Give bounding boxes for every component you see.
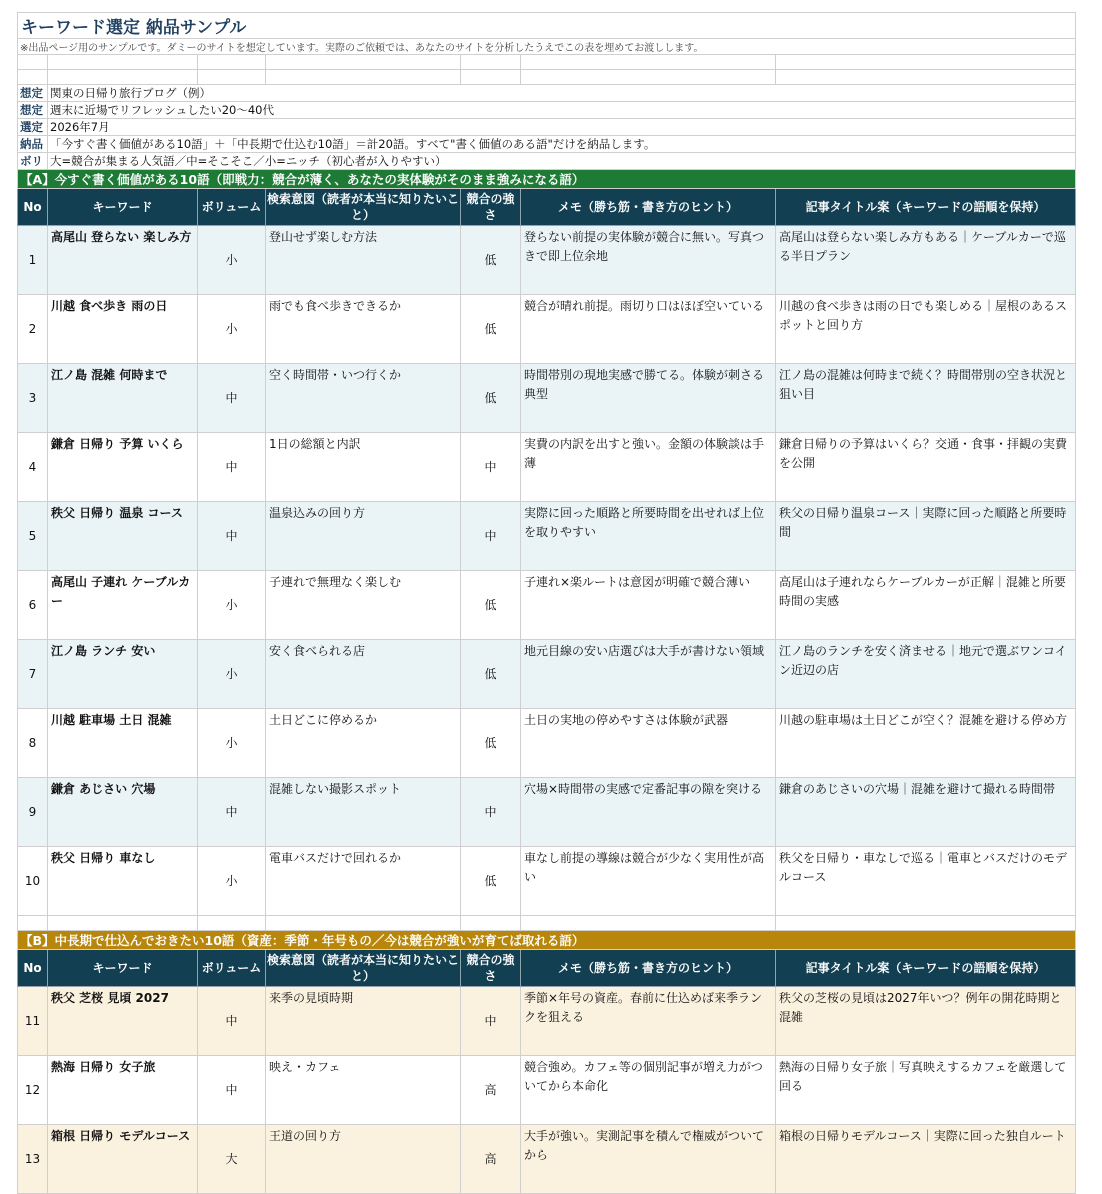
- cell-memo: 土日の実地の停めやすさは体験が武器: [521, 709, 776, 778]
- cell-keyword: 川越 食べ歩き 雨の日: [48, 295, 198, 364]
- cell-memo: 競合が晴れ前提。雨切り口はほぼ空いている: [521, 295, 776, 364]
- table-row: [18, 778, 1076, 847]
- meta-value: 関東の日帰り旅行ブログ（例）: [48, 85, 1076, 102]
- cell-intent: 温泉込みの回り方: [266, 502, 461, 571]
- column-header-memo: メモ（勝ち筋・書き方のヒント）: [521, 950, 776, 987]
- cell-keyword: 熱海 日帰り 女子旅: [48, 1056, 198, 1125]
- cell-competition: 低: [461, 847, 521, 916]
- meta-value: 大=競合が集まる人気語／中=そこそこ／小=ニッチ（初心者が入りやすい）: [48, 153, 1076, 170]
- meta-row: [18, 119, 1076, 136]
- table-row: [18, 640, 1076, 709]
- cell-memo: 季節×年号の資産。春前に仕込めば来季ランクを狙える: [521, 987, 776, 1056]
- cell-competition: 低: [461, 709, 521, 778]
- meta-label: 想定: [18, 85, 48, 102]
- cell-title-idea: 秩父の日帰り温泉コース｜実際に回った順路と所要時間: [776, 502, 1076, 571]
- cell-competition: 中: [461, 433, 521, 502]
- cell-no: 5: [18, 502, 48, 571]
- cell-keyword: 江ノ島 混雑 何時まで: [48, 364, 198, 433]
- cell-competition: 低: [461, 226, 521, 295]
- blank-row: [18, 70, 1076, 85]
- cell-keyword: 箱根 日帰り モデルコース: [48, 1125, 198, 1194]
- keyword-table: [17, 12, 1076, 1194]
- cell-volume: 大: [198, 1125, 266, 1194]
- table-row: [18, 433, 1076, 502]
- meta-value: 「今すぐ書く価値がある10語」＋「中長期で仕込む10語」＝計20語。すべて"書く価値のある語"だけを納品します。: [48, 136, 1076, 153]
- column-header-no: No: [18, 950, 48, 987]
- cell-intent: 安く食べられる店: [266, 640, 461, 709]
- column-header-competition: 競合の強さ: [461, 189, 521, 226]
- sample-note: ※出品ページ用のサンプルです。ダミーのサイトを想定しています。実際のご依頼では、あなたのサイトを分析したうえでこの表を埋めてお渡しします。: [18, 39, 1076, 55]
- table-row: [18, 571, 1076, 640]
- cell-volume: 中: [198, 433, 266, 502]
- cell-intent: 1日の総額と内訳: [266, 433, 461, 502]
- cell-no: 4: [18, 433, 48, 502]
- column-header-memo: メモ（勝ち筋・書き方のヒント）: [521, 189, 776, 226]
- meta-row: [18, 85, 1076, 102]
- cell-title-idea: 秩父の芝桜の見頃は2027年いつ？例年の開花時期と混雑: [776, 987, 1076, 1056]
- page-title: キーワード選定 納品サンプル: [18, 13, 1076, 39]
- meta-label: ボリ: [18, 153, 48, 170]
- cell-title-idea: 高尾山は登らない楽しみ方もある｜ケーブルカーで巡る半日プラン: [776, 226, 1076, 295]
- cell-memo: 時間帯別の現地実感で勝てる。体験が刺さる典型: [521, 364, 776, 433]
- cell-keyword: 秩父 日帰り 車なし: [48, 847, 198, 916]
- cell-keyword: 江ノ島 ランチ 安い: [48, 640, 198, 709]
- cell-volume: 中: [198, 1056, 266, 1125]
- cell-keyword: 川越 駐車場 土日 混雑: [48, 709, 198, 778]
- meta-value: 2026年7月: [48, 119, 1076, 136]
- cell-title-idea: 江ノ島の混雑は何時まで続く？時間帯別の空き状況と狙い目: [776, 364, 1076, 433]
- cell-title-idea: 高尾山は子連れならケーブルカーが正解｜混雑と所要時間の実感: [776, 571, 1076, 640]
- column-header-title-idea: 記事タイトル案（キーワードの語順を保持）: [776, 950, 1076, 987]
- column-header-competition: 競合の強さ: [461, 950, 521, 987]
- section-title: 【B】中長期で仕込んでおきたい10語（資産：季節・年号もの／今は競合が強いが育てば取れる語）: [18, 931, 1076, 950]
- cell-intent: 雨でも食べ歩きできるか: [266, 295, 461, 364]
- cell-competition: 低: [461, 364, 521, 433]
- cell-title-idea: 江ノ島のランチを安く済ませる｜地元で選ぶワンコイン近辺の店: [776, 640, 1076, 709]
- cell-intent: 空く時間帯・いつ行くか: [266, 364, 461, 433]
- section-title: 【A】今すぐ書く価値がある10語（即戦力：競合が薄く、あなたの実体験がそのまま強みになる語）: [18, 170, 1076, 189]
- cell-intent: 来季の見頃時期: [266, 987, 461, 1056]
- table-row: [18, 709, 1076, 778]
- cell-title-idea: 秩父を日帰り・車なしで巡る｜電車とバスだけのモデルコース: [776, 847, 1076, 916]
- cell-no: 1: [18, 226, 48, 295]
- cell-title-idea: 箱根の日帰りモデルコース｜実際に回った独自ルート: [776, 1125, 1076, 1194]
- meta-label: 想定: [18, 102, 48, 119]
- cell-memo: 実費の内訳を出すと強い。金額の体験談は手薄: [521, 433, 776, 502]
- meta-row: [18, 136, 1076, 153]
- cell-competition: 中: [461, 502, 521, 571]
- cell-title-idea: 川越の食べ歩きは雨の日でも楽しめる｜屋根のあるスポットと回り方: [776, 295, 1076, 364]
- cell-keyword: 秩父 芝桜 見頃 2027: [48, 987, 198, 1056]
- cell-title-idea: 鎌倉日帰りの予算はいくら？交通・食事・拝観の実費を公開: [776, 433, 1076, 502]
- cell-memo: 実際に回った順路と所要時間を出せれば上位を取りやすい: [521, 502, 776, 571]
- cell-competition: 低: [461, 571, 521, 640]
- column-header-keyword: キーワード: [48, 950, 198, 987]
- cell-memo: 穴場×時間帯の実感で定番記事の隙を突ける: [521, 778, 776, 847]
- column-header-no: No: [18, 189, 48, 226]
- meta-label: 選定: [18, 119, 48, 136]
- cell-volume: 小: [198, 226, 266, 295]
- table-row: [18, 502, 1076, 571]
- cell-memo: 車なし前提の導線は競合が少なく実用性が高い: [521, 847, 776, 916]
- column-header-volume: ボリューム: [198, 189, 266, 226]
- spreadsheet: [17, 12, 1075, 1194]
- cell-competition: 中: [461, 778, 521, 847]
- cell-volume: 小: [198, 571, 266, 640]
- cell-competition: 中: [461, 987, 521, 1056]
- column-header-title-idea: 記事タイトル案（キーワードの語順を保持）: [776, 189, 1076, 226]
- cell-volume: 中: [198, 502, 266, 571]
- cell-intent: 映え・カフェ: [266, 1056, 461, 1125]
- cell-volume: 小: [198, 295, 266, 364]
- cell-no: 3: [18, 364, 48, 433]
- cell-no: 12: [18, 1056, 48, 1125]
- cell-title-idea: 鎌倉のあじさいの穴場｜混雑を避けて撮れる時間帯: [776, 778, 1076, 847]
- cell-intent: 登山せず楽しむ方法: [266, 226, 461, 295]
- cell-keyword: 高尾山 子連れ ケーブルカー: [48, 571, 198, 640]
- cell-keyword: 秩父 日帰り 温泉 コース: [48, 502, 198, 571]
- table-row: [18, 987, 1076, 1056]
- column-header-intent: 検索意図（読者が本当に知りたいこと）: [266, 189, 461, 226]
- cell-competition: 低: [461, 640, 521, 709]
- blank-row: [18, 916, 1076, 931]
- cell-memo: 地元目線の安い店選びは大手が書けない領域: [521, 640, 776, 709]
- cell-competition: 低: [461, 295, 521, 364]
- cell-competition: 高: [461, 1125, 521, 1194]
- meta-row: [18, 153, 1076, 170]
- column-header-row: [18, 950, 1076, 987]
- cell-memo: 大手が強い。実測記事を積んで権威がついてから: [521, 1125, 776, 1194]
- meta-label: 納品: [18, 136, 48, 153]
- cell-title-idea: 川越の駐車場は土日どこが空く？混雑を避ける停め方: [776, 709, 1076, 778]
- cell-intent: 土日どこに停めるか: [266, 709, 461, 778]
- meta-value: 週末に近場でリフレッシュしたい20〜40代: [48, 102, 1076, 119]
- table-row: [18, 364, 1076, 433]
- cell-volume: 小: [198, 709, 266, 778]
- cell-volume: 中: [198, 778, 266, 847]
- section-header-section_a: [18, 170, 1076, 189]
- cell-no: 11: [18, 987, 48, 1056]
- cell-intent: 電車バスだけで回れるか: [266, 847, 461, 916]
- cell-volume: 小: [198, 640, 266, 709]
- cell-memo: 子連れ×楽ルートは意図が明確で競合薄い: [521, 571, 776, 640]
- column-header-keyword: キーワード: [48, 189, 198, 226]
- cell-no: 2: [18, 295, 48, 364]
- cell-volume: 小: [198, 847, 266, 916]
- cell-intent: 子連れで無理なく楽しむ: [266, 571, 461, 640]
- cell-title-idea: 熱海の日帰り女子旅｜写真映えするカフェを厳選して回る: [776, 1056, 1076, 1125]
- cell-intent: 王道の回り方: [266, 1125, 461, 1194]
- cell-keyword: 高尾山 登らない 楽しみ方: [48, 226, 198, 295]
- cell-no: 6: [18, 571, 48, 640]
- table-row: [18, 295, 1076, 364]
- column-header-intent: 検索意図（読者が本当に知りたいこと）: [266, 950, 461, 987]
- cell-no: 13: [18, 1125, 48, 1194]
- cell-no: 8: [18, 709, 48, 778]
- cell-keyword: 鎌倉 日帰り 予算 いくら: [48, 433, 198, 502]
- table-row: [18, 226, 1076, 295]
- cell-intent: 混雑しない撮影スポット: [266, 778, 461, 847]
- cell-no: 10: [18, 847, 48, 916]
- column-header-row: [18, 189, 1076, 226]
- cell-no: 9: [18, 778, 48, 847]
- cell-competition: 高: [461, 1056, 521, 1125]
- column-header-volume: ボリューム: [198, 950, 266, 987]
- cell-volume: 中: [198, 364, 266, 433]
- table-row: [18, 1125, 1076, 1194]
- table-row: [18, 847, 1076, 916]
- blank-row: [18, 55, 1076, 70]
- meta-row: [18, 102, 1076, 119]
- section-header-section_b: [18, 931, 1076, 950]
- cell-memo: 競合強め。カフェ等の個別記事が増え力がついてから本命化: [521, 1056, 776, 1125]
- cell-volume: 中: [198, 987, 266, 1056]
- cell-keyword: 鎌倉 あじさい 穴場: [48, 778, 198, 847]
- cell-no: 7: [18, 640, 48, 709]
- table-row: [18, 1056, 1076, 1125]
- cell-memo: 登らない前提の実体験が競合に無い。写真つきで即上位余地: [521, 226, 776, 295]
